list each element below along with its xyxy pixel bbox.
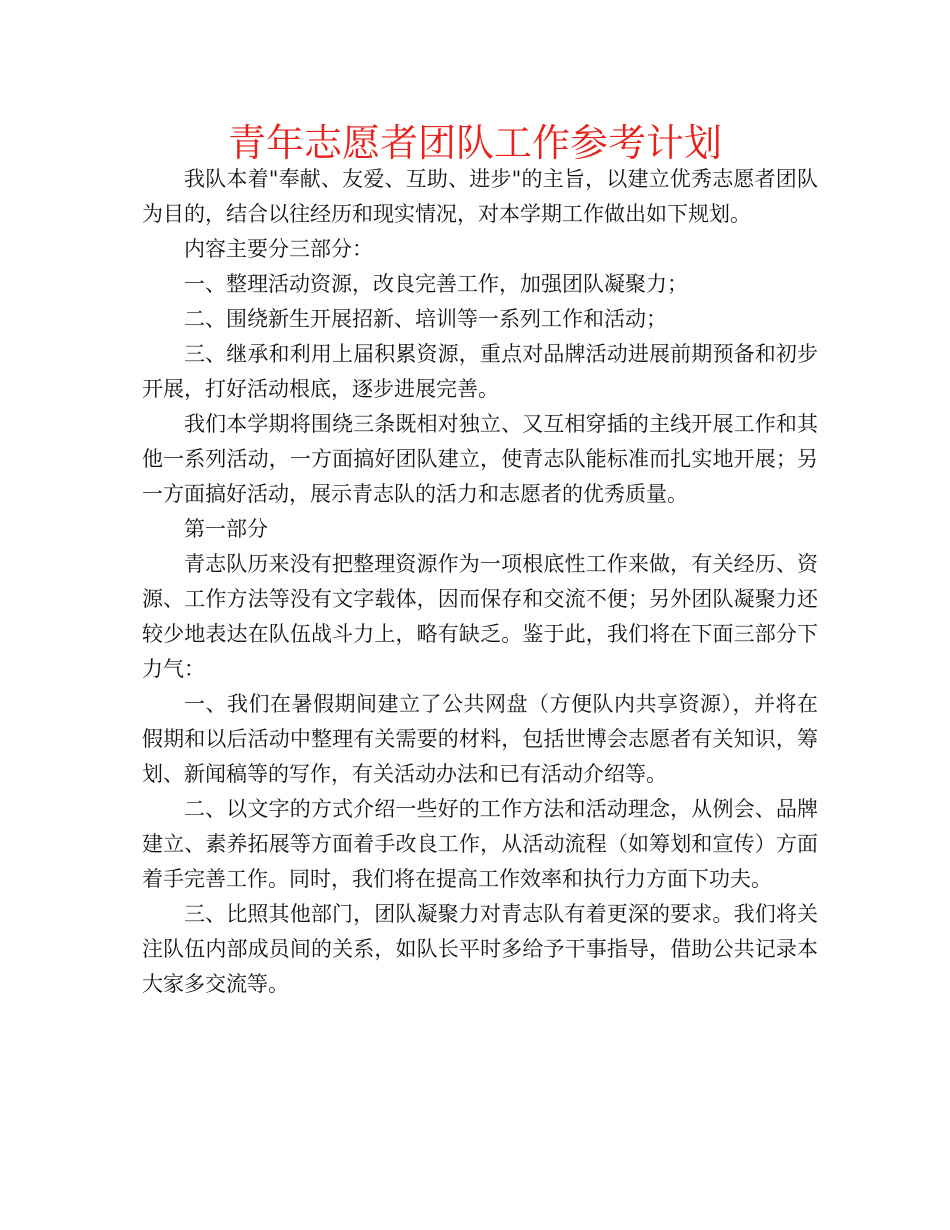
paragraph-outline-item-2: 二、围绕新生开展招新、培训等一系列工作和活动； bbox=[184, 307, 667, 331]
paragraph-part-one-intro: 青志队历来没有把整理资源作为一项根底性工作来做，有关经历、资源、工作方法等没有文字载体，因而保存和交流不便；另外团队凝聚力还较少地表达在队伍战斗力上，略有缺乏。鉴于此，我们将在下面三部分下力气： bbox=[142, 552, 818, 681]
paragraph-outline-item-3: 三、继承和利用上届积累资源，重点对品牌活动进展前期预备和初步开展，打好活动根底，逐步进展完善。 bbox=[142, 342, 818, 401]
document-body bbox=[142, 162, 818, 1002]
section-heading-part-one: 第一部分 bbox=[184, 517, 268, 541]
paragraph-semester-plan: 我们本学期将围绕三条既相对独立、又互相穿插的主线开展工作和其他一系列活动，一方面搞好团队建立，使青志队能标准而扎实地开展；另一方面搞好活动，展示青志队的活力和志愿者的优秀质量。 bbox=[142, 412, 818, 506]
document-title: 青年志愿者团队工作参考计划 bbox=[227, 121, 722, 165]
paragraph-part-one-item-2: 二、以文字的方式介绍一些好的工作方法和活动理念，从例会、品牌建立、素养拓展等方面着手改良工作，从活动流程（如筹划和宣传）方面着手完善工作。同时，我们将在提高工作效率和执行力方面下功夫。 bbox=[142, 797, 818, 891]
paragraph-part-one-item-1: 一、我们在暑假期间建立了公共网盘（方便队内共享资源），并将在假期和以后活动中整理有关需要的材料，包括世博会志愿者有关知识，筹划、新闻稿等的写作，有关活动办法和已有活动介绍等。 bbox=[142, 692, 818, 786]
paragraph-outline-heading: 内容主要分三部分： bbox=[184, 237, 373, 261]
paragraph-outline-item-1: 一、整理活动资源，改良完善工作，加强团队凝聚力； bbox=[184, 272, 688, 296]
paragraph-intro: 我队本着"奉献、友爱、互助、进步"的主旨，以建立优秀志愿者团队为目的，结合以往经历和现实情况，对本学期工作做出如下规划。 bbox=[142, 167, 818, 226]
paragraph-part-one-item-3: 三、比照其他部门，团队凝聚力对青志队有着更深的要求。我们将关注队伍内部成员间的关系，如队长平时多给予干事指导，借助公共记录本大家多交流等。 bbox=[142, 902, 818, 996]
